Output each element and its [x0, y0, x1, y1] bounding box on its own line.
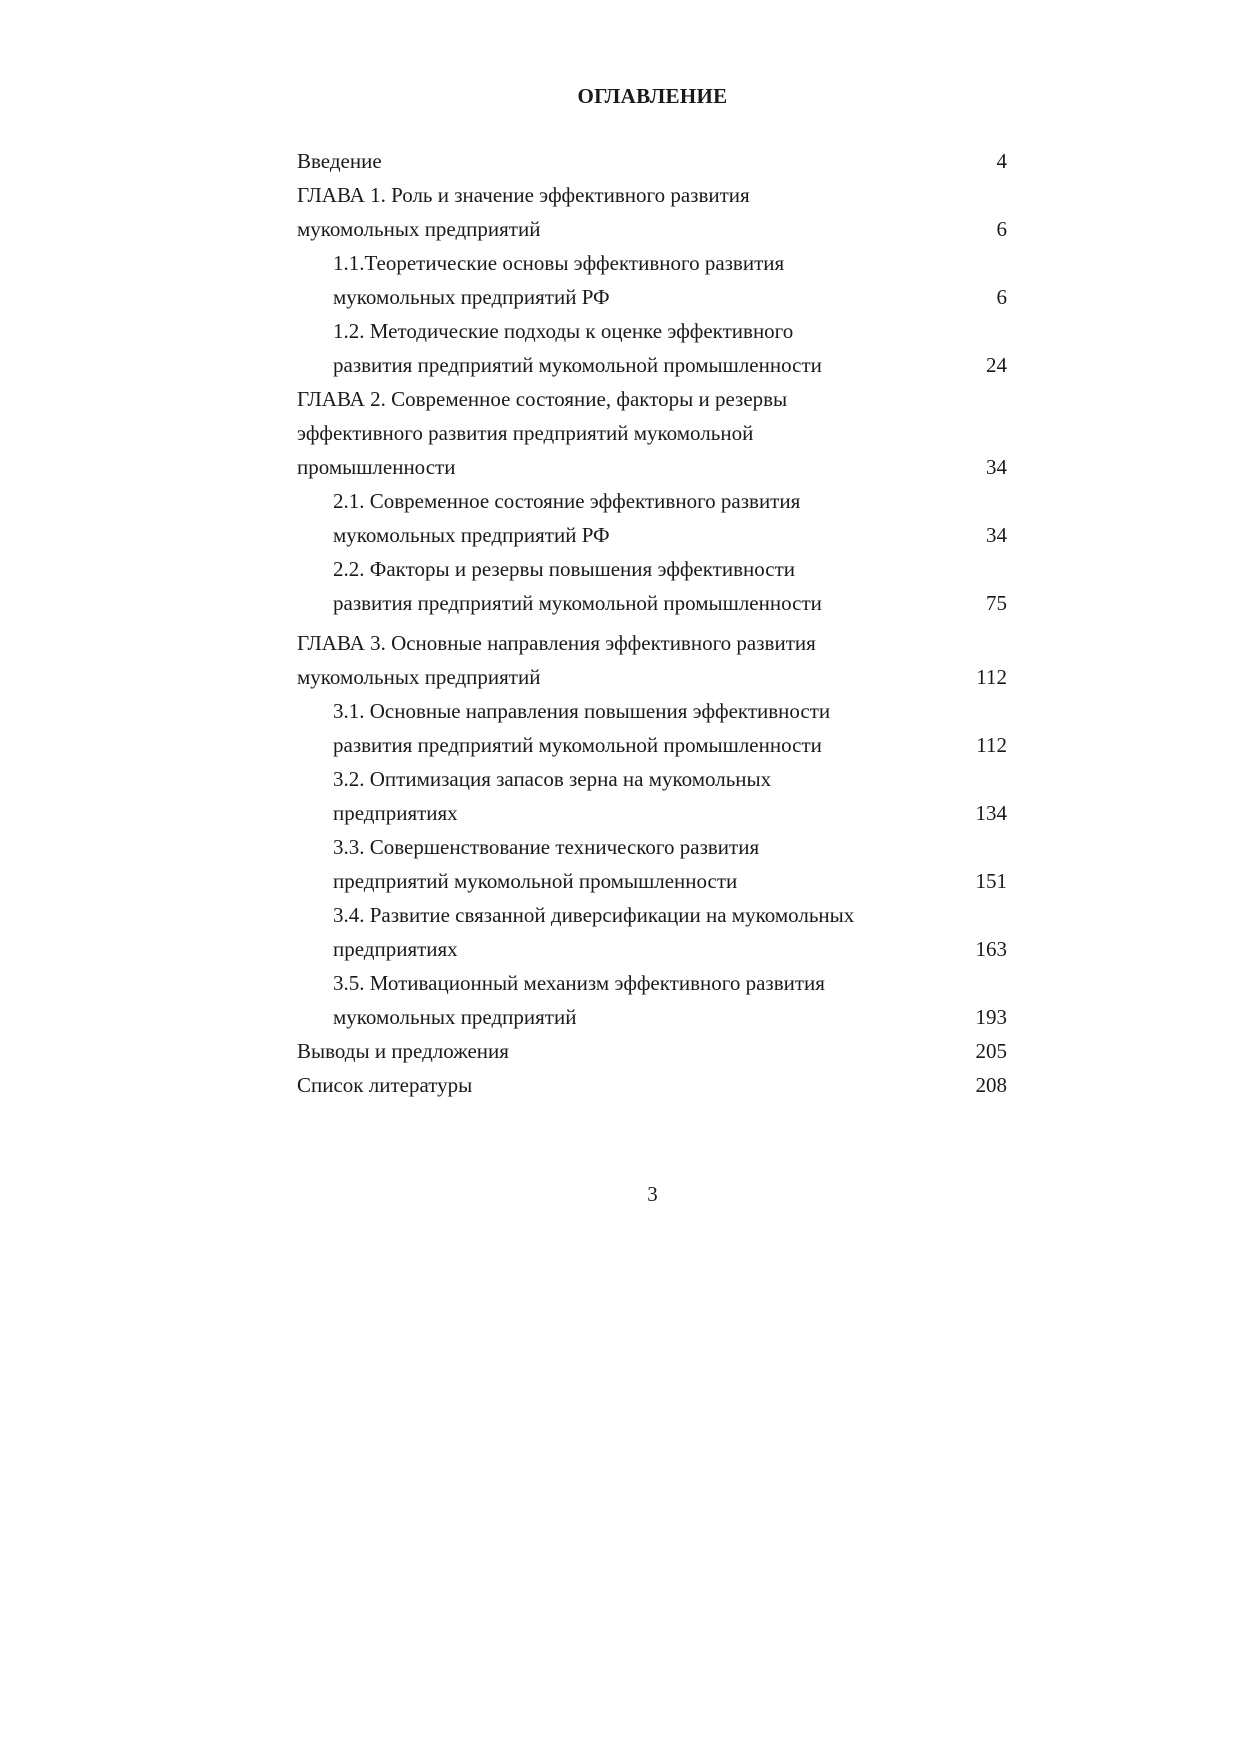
toc-entry-text — [297, 484, 800, 552]
toc-entry-section-2-1 — [297, 484, 1007, 552]
toc-entry-text — [297, 144, 382, 178]
toc-entry-text — [297, 694, 830, 762]
toc-entry-line: 3.1. Основные направления повышения эффективности — [333, 699, 831, 723]
toc-entry-section-3-4 — [297, 898, 1007, 966]
toc-entry-line: Выводы и предложения — [297, 1039, 509, 1063]
toc-entry-page: 6 — [996, 217, 1007, 241]
toc-entry-line: 2.2. Факторы и резервы повышения эффективности — [333, 557, 795, 581]
toc-entry-text — [297, 1068, 472, 1102]
toc-entry-line: ГЛАВА 1. Роль и значение эффективного развития — [297, 183, 750, 207]
toc-entry-line: эффективного развития предприятий мукомольной — [297, 421, 754, 445]
toc-entry-text — [297, 552, 822, 620]
toc-entry-section-1-1 — [297, 246, 1007, 314]
toc-entry-section-2-2 — [297, 552, 1007, 620]
toc-entry-page: 112 — [976, 665, 1007, 689]
toc-entry-line: ГЛАВА 3. Основные направления эффективного развития — [297, 631, 816, 655]
toc-entry-text — [297, 966, 825, 1034]
toc-entry-page: 134 — [975, 801, 1007, 825]
toc-entry-page: 163 — [975, 937, 1007, 961]
toc-entry-line: 3.5. Мотивационный механизм эффективного развития — [333, 971, 825, 995]
toc-entry-chapter-3 — [297, 626, 1007, 694]
toc-entry-line: 3.3. Совершенствование технического развития — [333, 835, 760, 859]
toc-entry-text — [297, 246, 784, 314]
toc-entry-line: мукомольных предприятий — [297, 665, 541, 689]
toc-entry-page: 112 — [976, 733, 1007, 757]
toc-entry-page: 24 — [986, 353, 1007, 377]
page-title: ОГЛАВЛЕНИЕ — [577, 84, 728, 108]
toc-entry-line: мукомольных предприятий — [333, 1005, 577, 1029]
toc-entry-page: 4 — [996, 149, 1007, 173]
toc-entry-line: 2.1. Современное состояние эффективного развития — [333, 489, 801, 513]
toc-entry-line: предприятий мукомольной промышленности — [333, 869, 738, 893]
toc-entry-chapter-2 — [297, 382, 1007, 484]
toc-entry-line: 3.2. Оптимизация запасов зерна на мукомольных — [333, 767, 772, 791]
toc-entry-page: 193 — [975, 1005, 1007, 1029]
toc-entry-introduction — [297, 144, 1007, 178]
toc-entry-line: предприятиях — [333, 801, 458, 825]
toc-entry-page: 34 — [986, 523, 1007, 547]
toc-entry-references — [297, 1068, 1007, 1102]
toc-entry-text — [297, 1034, 509, 1068]
toc-entry-text — [297, 314, 822, 382]
toc-entry-section-3-2 — [297, 762, 1007, 830]
toc-entry-line: промышленности — [297, 455, 456, 479]
toc-entry-text — [297, 178, 750, 246]
toc-entry-chapter-1 — [297, 178, 1007, 246]
toc-entry-line: развития предприятий мукомольной промышленности — [333, 591, 822, 615]
toc-entry-text — [297, 830, 759, 898]
toc-entry-page: 151 — [975, 869, 1007, 893]
toc-entry-line: 1.1.Теоретические основы эффективного развития — [333, 251, 785, 275]
toc-entry-line: развития предприятий мукомольной промышленности — [333, 353, 822, 377]
toc-entry-section-3-1 — [297, 694, 1007, 762]
toc-entry-line: мукомольных предприятий РФ — [333, 285, 610, 309]
toc-entry-page: 75 — [986, 591, 1007, 615]
toc-entry-section-3-3 — [297, 830, 1007, 898]
toc-entry-line: Список литературы — [297, 1073, 473, 1097]
toc-entry-line: мукомольных предприятий — [297, 217, 541, 241]
table-of-contents — [297, 144, 1007, 1102]
toc-entry-page: 208 — [975, 1073, 1007, 1097]
page-number: 3 — [647, 1182, 658, 1206]
toc-entry-conclusions — [297, 1034, 1007, 1068]
toc-entry-line: 1.2. Методические подходы к оценке эффективного — [333, 319, 794, 343]
toc-entry-page: 6 — [996, 285, 1007, 309]
toc-entry-line: ГЛАВА 2. Современное состояние, факторы и резервы — [297, 387, 788, 411]
toc-entry-section-1-2 — [297, 314, 1007, 382]
toc-entry-line: 3.4. Развитие связанной диверсификации на мукомольных — [333, 903, 855, 927]
toc-entry-page: 205 — [975, 1039, 1007, 1063]
toc-entry-line: мукомольных предприятий РФ — [333, 523, 610, 547]
toc-entry-text — [297, 762, 771, 830]
toc-entry-section-3-5 — [297, 966, 1007, 1034]
toc-entry-text — [297, 898, 854, 966]
toc-entry-page: 34 — [986, 455, 1007, 479]
toc-entry-line: развития предприятий мукомольной промышленности — [333, 733, 822, 757]
toc-entry-text — [297, 626, 816, 694]
toc-entry-line: Введение — [297, 149, 382, 173]
toc-entry-text — [297, 382, 787, 484]
toc-entry-line: предприятиях — [333, 937, 458, 961]
